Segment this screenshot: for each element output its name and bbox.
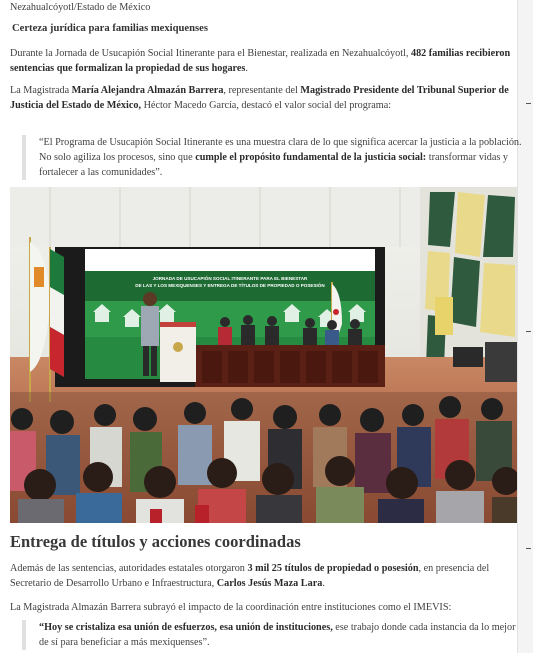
paragraph-intro: Durante la Jornada de Usucapión Social Itinerante para el Bienestar, realizada en Nezahualcóyotl, 482 familias recibieron sentencias que formalizan la propiedad de sus hogares. bbox=[10, 48, 511, 74]
quote-program: “El Programa de Usucapión Social Itinerante es una muestra clara de lo que significa acercar la justicia a la población. No solo agiliza los procesos, sino que cumple el propósito fundamental de la justicia social: transformar vidas y fortalecer a las comunidades”. bbox=[22, 135, 527, 180]
location-line: Nezahualcóyotl/Estado de México bbox=[10, 2, 151, 13]
decor-wall-panel bbox=[420, 187, 517, 367]
paragraph-magistrada: La Magistrada María Alejandra Almazán Barrera, representante del Magistrado Presidente del Tribunal Superior de Justicia del Estado de México, Héctor Macedo García, destacó el valor social del programa: bbox=[10, 85, 509, 111]
svg-text:JORNADA DE USUCAPIÓN SOCIAL IT: JORNADA DE USUCAPIÓN SOCIAL ITINERANTE PARA EL BIENESTAR bbox=[152, 276, 308, 281]
svg-text:DE LAS Y LOS MEXIQUENSES Y ENT: DE LAS Y LOS MEXIQUENSES Y ENTREGA DE TÍTULOS DE PROPIEDAD O POSESIÓN bbox=[135, 283, 325, 288]
scrollbar-track[interactable] bbox=[517, 0, 533, 653]
quote-instituciones: “Hoy se cristaliza esa unión de esfuerzos, esa unión de instituciones, ese trabajo donde cada instancia da lo mejor de sí para beneficiar a más mexiquenses”. bbox=[22, 620, 527, 650]
audience bbox=[10, 392, 517, 523]
paragraph-imevis: La Magistrada Almazán Barrera subrayó el impacto de la coordinación entre instituciones como el IMEVIS: bbox=[10, 602, 452, 613]
scroll-tick bbox=[526, 331, 531, 332]
paragraph-titulos: Además de las sentencias, autoridades estatales otorgaron 3 mil 25 títulos de propiedad o posesión, en presencia del Secretario de Desarrollo Urbano e Infraestructura, Carlos Jesús Maza Lara. bbox=[10, 563, 490, 589]
scroll-tick bbox=[526, 548, 531, 549]
article-subtitle: Certeza jurídica para familias mexiquenses bbox=[12, 23, 208, 34]
event-photo bbox=[10, 187, 517, 523]
scroll-tick bbox=[526, 103, 531, 104]
section-title: Entrega de títulos y acciones coordinadas bbox=[10, 532, 301, 551]
